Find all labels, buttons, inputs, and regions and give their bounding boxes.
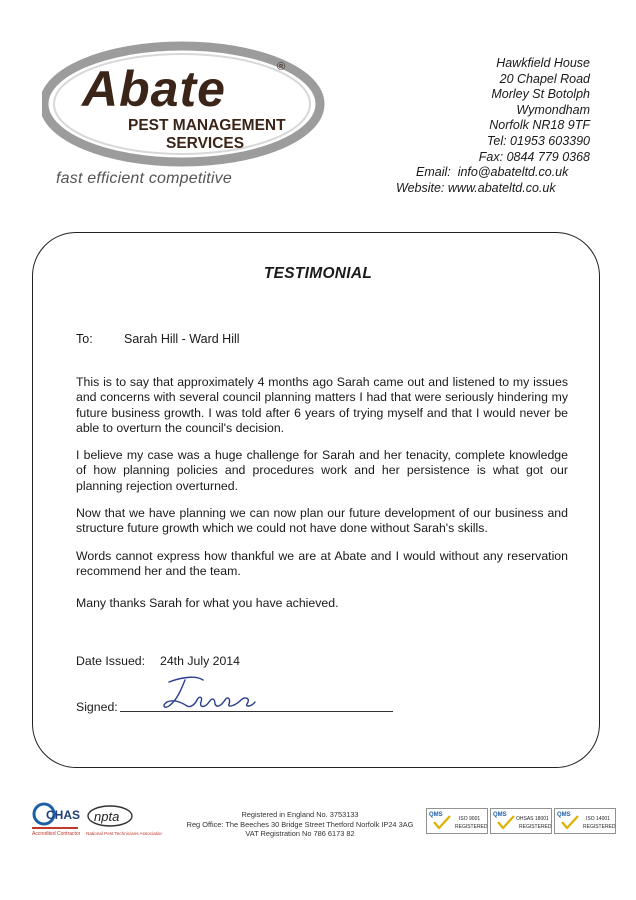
telephone: Tel: 01953 603390: [486, 133, 590, 148]
address-line: Norfolk NR18 9TF: [489, 118, 590, 133]
website-row: [350, 181, 590, 197]
testimonial-frame: [32, 232, 600, 768]
iso-badge-status: REGISTERED: [583, 824, 616, 830]
iso-badge-brand: QMS: [429, 812, 443, 818]
date-issued-label: Date Issued:: [76, 654, 146, 668]
iso-badge-brand: QMS: [557, 812, 571, 818]
chas-logo: [30, 802, 80, 838]
company-address: [350, 56, 590, 196]
company-logo: [42, 38, 332, 168]
iso-badge-standard: ISO 14001: [586, 816, 610, 822]
document-title: TESTIMONIAL: [263, 265, 373, 282]
chas-logo-caption: Accredited Contractor: [32, 831, 80, 837]
logo-line1: PEST MANAGEMENT: [128, 117, 286, 134]
recipient-name: Sarah Hill - Ward Hill: [124, 332, 240, 346]
registration-details: [170, 810, 430, 839]
logo-brand: Abate: [82, 61, 226, 117]
address-line: 20 Chapel Road: [499, 71, 590, 86]
iso-badge-standard: ISO 9001: [459, 816, 481, 822]
email-link[interactable]: info@abateltd.co.uk: [457, 165, 569, 180]
address-line: Morley St Botolph: [491, 87, 590, 102]
iso-badge-status: REGISTERED: [455, 824, 488, 830]
address-line: Wymondham: [516, 102, 590, 117]
ohsas-18001-badge: [490, 808, 552, 834]
date-issued-value: 24th July 2014: [160, 654, 240, 668]
iso-9001-badge: [426, 808, 488, 834]
paragraph: Many thanks Sarah for what you have achieved.: [76, 596, 339, 610]
company-tagline: fast efficient competitive: [56, 170, 232, 187]
registration-line: Reg Office: The Beeches 30 Bridge Street Thetford Norfolk IP24 3AG: [186, 819, 414, 829]
npta-logo: [84, 804, 162, 838]
paragraph: Now that we have planning we can now plan our future development of our business and structure future growth which we could not have done without Sarah's skills.: [76, 506, 568, 536]
iso-badge-brand: QMS: [493, 812, 507, 818]
npta-logo-caption: National Pest Technicians Association: [86, 831, 162, 836]
website-link[interactable]: www.abateltd.co.uk: [447, 180, 556, 195]
iso-badge-standard: OHSAS 18001: [516, 816, 549, 822]
fax: Fax: 0844 779 0368: [478, 149, 590, 164]
iso-badge-status: REGISTERED: [519, 824, 552, 830]
paragraph: Words cannot express how thankful we are at Abate and I would without any reservation recommend her and the team.: [76, 549, 568, 579]
logo-registered-mark: ®: [277, 61, 286, 73]
paragraph: This is to say that approximately 4 months ago Sarah came out and listened to my issues and concerns with several council planning matters I had that were seriously hindering my future business growth. I was told after 6 years of trying myself and that I would never be able to overturn the council's decision.: [76, 375, 568, 435]
paragraph: I believe my case was a huge challenge for Sarah and her tenacity, complete knowledge of how planning policies and procedures work and her persistence is what got our planning rejection overturned.: [76, 448, 568, 493]
signed-label: Signed:: [76, 700, 118, 714]
registration-line: Registered in England No. 3753133: [241, 810, 359, 819]
recipient-label: To:: [76, 332, 93, 346]
address-line: Hawkfield House: [496, 56, 590, 70]
email-row: [350, 165, 590, 181]
handwritten-signature: [155, 672, 265, 716]
website-label: Website:: [396, 180, 445, 195]
logo-line2: SERVICES: [166, 135, 245, 152]
iso-14001-badge: [554, 808, 616, 834]
chas-logo-name: CHAS: [46, 808, 80, 822]
email-label: Email:: [416, 165, 451, 180]
npta-logo-name: npta: [94, 809, 120, 824]
registration-line: VAT Registration No 786 6173 82: [245, 829, 355, 839]
